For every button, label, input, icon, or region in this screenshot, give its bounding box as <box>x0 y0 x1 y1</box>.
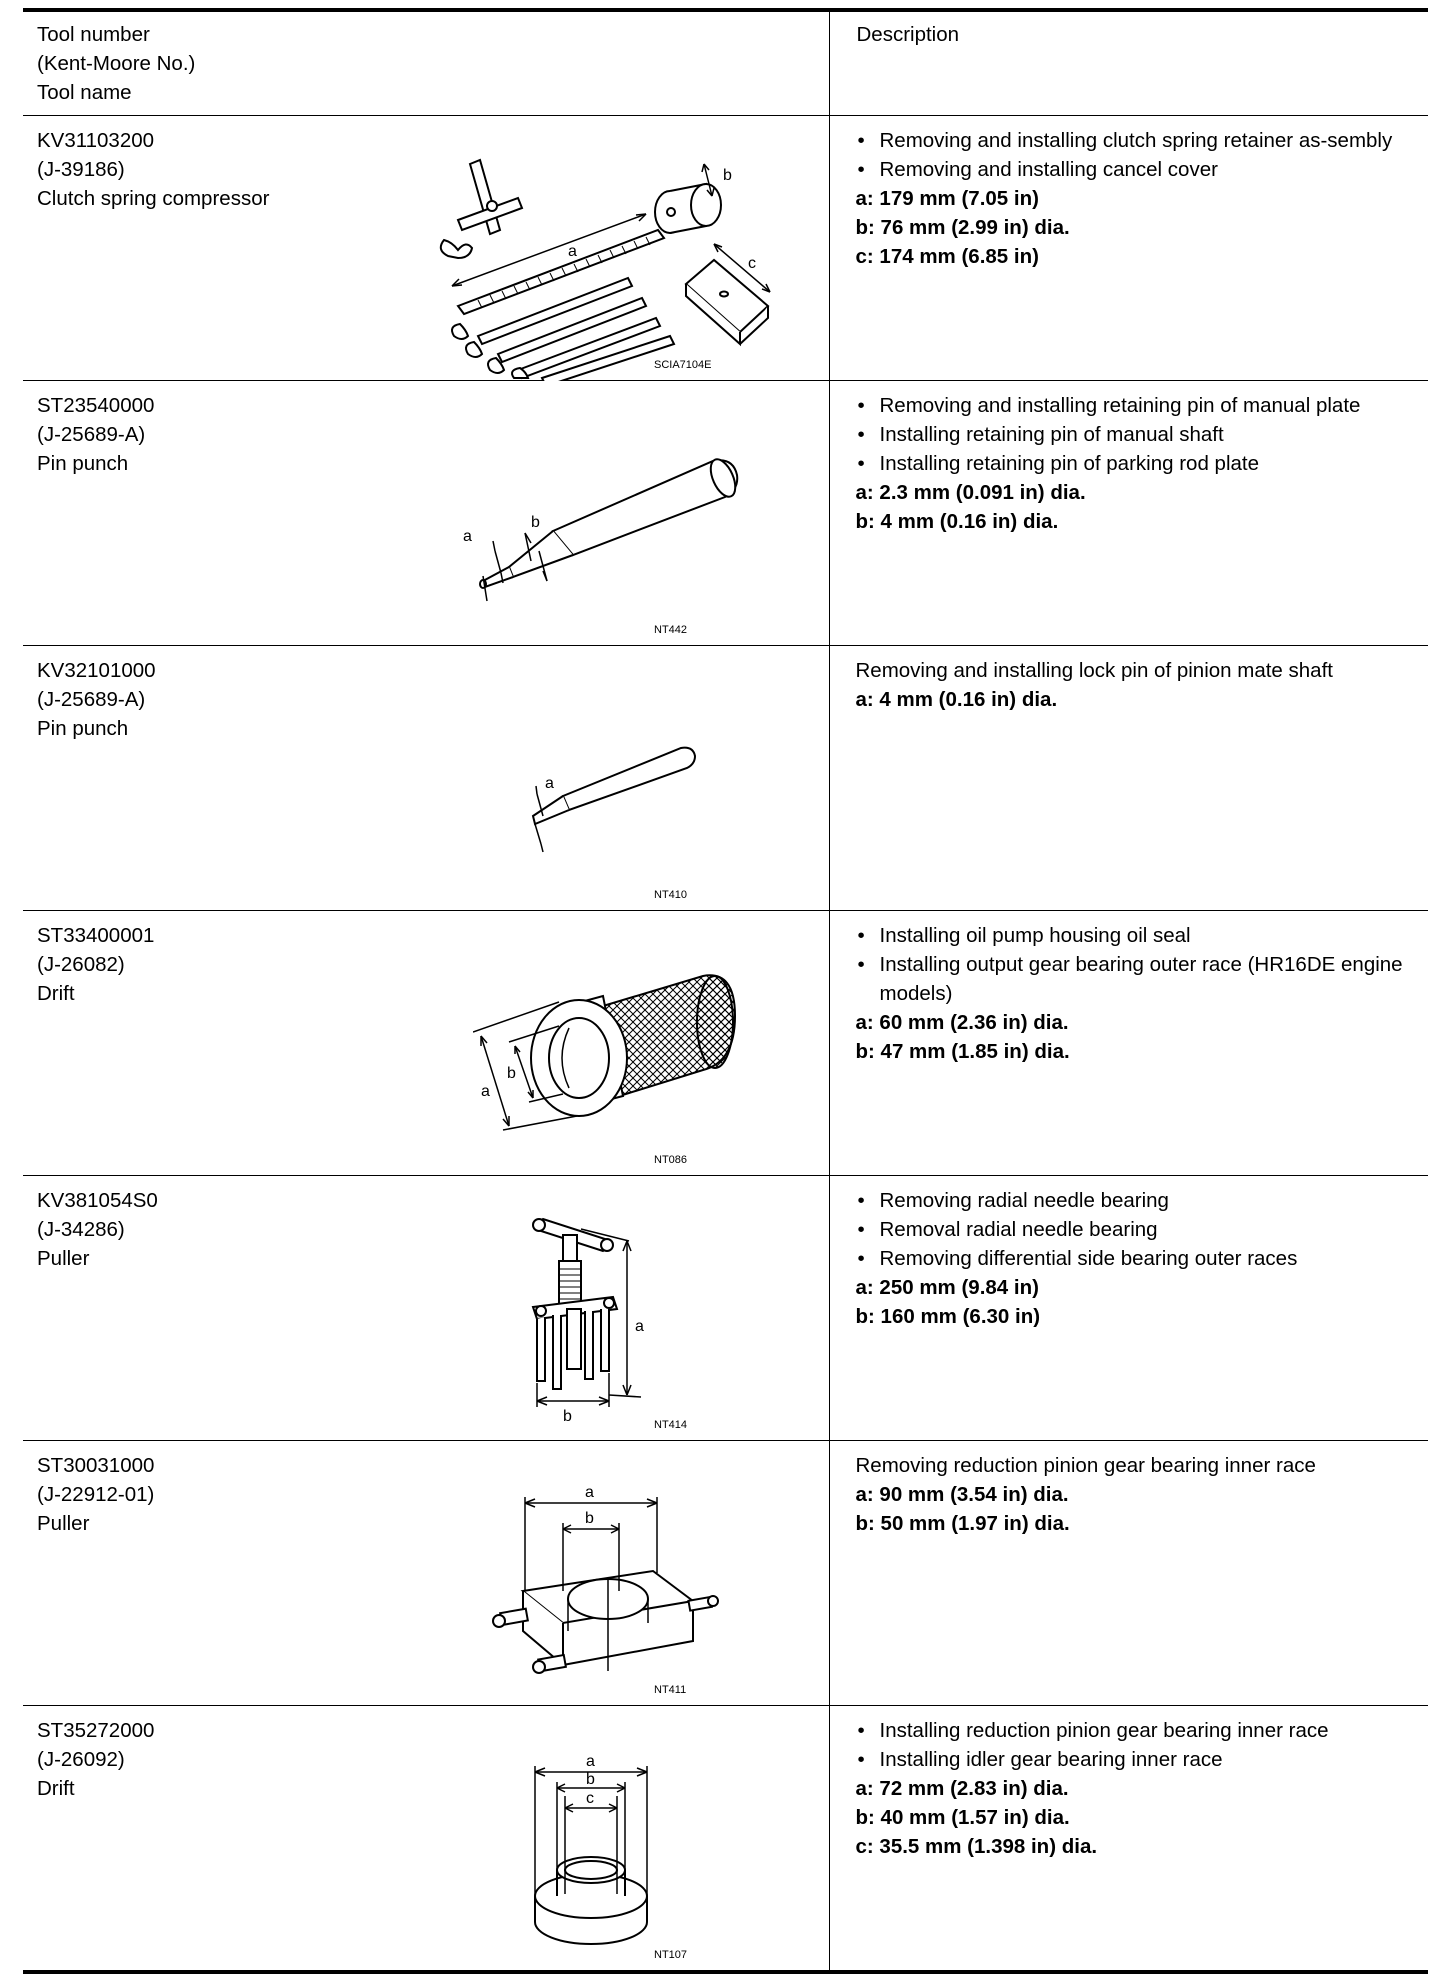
kent-moore-number: (J-22912-01) <box>37 1483 155 1506</box>
header-kent-moore: (Kent-Moore No.) <box>37 52 196 75</box>
dimension-label-b: b <box>723 167 732 184</box>
tool-name: Pin punch <box>37 452 129 475</box>
pin-punch-illustration <box>503 726 723 866</box>
table-row <box>23 1706 1428 1973</box>
table-row <box>23 1176 1428 1441</box>
dimension-spec: b: 4 mm (0.16 in) dia. <box>855 510 1059 533</box>
dimension-spec: a: 72 mm (2.83 in) dia. <box>855 1777 1069 1800</box>
description-cell <box>829 1441 1428 1706</box>
dimension-spec: b: 50 mm (1.97 in) dia. <box>855 1512 1070 1535</box>
dimension-spec: b: 76 mm (2.99 in) dia. <box>855 216 1070 239</box>
description-text: Removing reduction pinion gear bearing inner race <box>855 1454 1316 1477</box>
dimension-spec: a: 179 mm (7.05 in) <box>855 187 1039 210</box>
header-tool-column <box>23 10 829 116</box>
table-row <box>23 116 1428 381</box>
figure-code: NT086 <box>654 1154 688 1166</box>
tool-number: ST35272000 <box>37 1719 155 1742</box>
tools-table <box>23 8 1428 1974</box>
tool-number: KV31103200 <box>37 129 155 152</box>
dimension-label-a: a <box>635 1318 644 1335</box>
description-text: Removing and installing lock pin of pinion mate shaft <box>855 659 1333 682</box>
dimension-label-b: b <box>507 1065 516 1082</box>
dimension-label-b: b <box>531 514 540 531</box>
kent-moore-number: (J-26092) <box>37 1748 125 1771</box>
description-cell <box>829 911 1428 1176</box>
puller-illustration <box>523 1211 703 1436</box>
dimension-label-a: a <box>481 1083 490 1100</box>
description-bullet: • Installing output gear bearing outer race (HR16DE engine models) <box>856 950 1423 1008</box>
dimension-spec: c: 35.5 mm (1.398 in) dia. <box>855 1835 1098 1858</box>
header-tool-number: Tool number <box>37 23 150 46</box>
special-service-tools-sheet <box>23 8 1428 1974</box>
figure-code: NT414 <box>654 1419 688 1431</box>
description-cell <box>829 1176 1428 1441</box>
dimension-label-b: b <box>586 1771 595 1788</box>
tool-name: Puller <box>37 1247 90 1270</box>
tool-name: Puller <box>37 1512 90 1535</box>
kent-moore-number: (J-34286) <box>37 1218 125 1241</box>
dimension-spec: b: 47 mm (1.85 in) dia. <box>855 1040 1070 1063</box>
table-header-row <box>23 10 1428 116</box>
dimension-spec: a: 4 mm (0.16 in) dia. <box>855 688 1058 711</box>
tool-name: Pin punch <box>37 717 129 740</box>
kent-moore-number: (J-26082) <box>37 953 125 976</box>
clutch-spring-compressor-illustration <box>418 156 798 381</box>
tool-name: Drift <box>37 1777 75 1800</box>
header-tool-name: Tool name <box>37 81 132 104</box>
description-cell <box>829 381 1428 646</box>
dimension-label-c: c <box>586 1790 594 1807</box>
figure-code: NT107 <box>654 1949 688 1961</box>
tool-cell <box>23 1441 829 1706</box>
figure-code: NT442 <box>654 624 688 636</box>
figure-code: SCIA7104E <box>654 359 712 371</box>
header-description: Description <box>856 23 960 46</box>
description-bullet: • Removing and installing retaining pin of manual plate <box>856 391 1423 420</box>
table-row <box>23 1441 1428 1706</box>
tool-cell <box>23 1706 829 1973</box>
tool-cell <box>23 381 829 646</box>
dimension-spec: a: 2.3 mm (0.091 in) dia. <box>855 481 1086 504</box>
dimension-label-b: b <box>585 1510 594 1527</box>
dimension-label-a: a <box>585 1484 594 1501</box>
tool-name: Clutch spring compressor <box>37 187 270 210</box>
dimension-label-a: a <box>586 1753 595 1770</box>
bearing-puller-illustration <box>483 1481 733 1691</box>
tool-number: ST33400001 <box>37 924 155 947</box>
dimension-spec: a: 60 mm (2.36 in) dia. <box>855 1011 1069 1034</box>
table-row <box>23 381 1428 646</box>
tool-cell <box>23 911 829 1176</box>
drift-illustration <box>473 966 753 1156</box>
dimension-label-a: a <box>545 775 554 792</box>
description-cell <box>829 646 1428 911</box>
dimension-spec: a: 90 mm (3.54 in) dia. <box>855 1483 1069 1506</box>
kent-moore-number: (J-25689-A) <box>37 688 146 711</box>
tool-cell <box>23 116 829 381</box>
header-description-column <box>829 10 1428 116</box>
figure-code: NT410 <box>654 889 688 901</box>
description-bullet: • Removing differential side bearing outer races <box>856 1244 1423 1273</box>
description-bullet: • Removing and installing clutch spring retainer as-sembly <box>856 126 1423 155</box>
description-bullet: • Installing retaining pin of manual shaft <box>856 420 1423 449</box>
table-row <box>23 646 1428 911</box>
tool-number: KV381054S0 <box>37 1189 158 1212</box>
dimension-label-a: a <box>568 243 577 260</box>
dimension-label-c: c <box>748 255 756 272</box>
kent-moore-number: (J-25689-A) <box>37 423 146 446</box>
tool-name: Drift <box>37 982 75 1005</box>
table-row <box>23 911 1428 1176</box>
description-bullet: • Installing oil pump housing oil seal <box>856 921 1423 950</box>
description-bullet: • Removing radial needle bearing <box>856 1186 1423 1215</box>
tool-cell <box>23 646 829 911</box>
description-bullet: • Removing and installing cancel cover <box>856 155 1423 184</box>
kent-moore-number: (J-39186) <box>37 158 125 181</box>
tool-number: ST30031000 <box>37 1454 155 1477</box>
dimension-label-a: a <box>463 528 472 545</box>
tool-number: KV32101000 <box>37 659 156 682</box>
dimension-label-b: b <box>563 1408 572 1425</box>
dimension-spec: c: 174 mm (6.85 in) <box>855 245 1039 268</box>
description-bullet: • Installing idler gear bearing inner race <box>856 1745 1423 1774</box>
dimension-spec: b: 160 mm (6.30 in) <box>855 1305 1041 1328</box>
description-cell <box>829 116 1428 381</box>
description-bullet: • Installing reduction pinion gear bearing inner race <box>856 1716 1423 1745</box>
description-cell <box>829 1706 1428 1973</box>
drift-ring-illustration <box>523 1746 683 1956</box>
description-bullet: • Removal radial needle bearing <box>856 1215 1423 1244</box>
figure-code: NT411 <box>654 1684 687 1696</box>
description-bullet: • Installing retaining pin of parking rod plate <box>856 449 1423 478</box>
pin-punch-illustration <box>443 441 763 621</box>
tool-number: ST23540000 <box>37 394 155 417</box>
dimension-spec: b: 40 mm (1.57 in) dia. <box>855 1806 1070 1829</box>
dimension-spec: a: 250 mm (9.84 in) <box>855 1276 1039 1299</box>
tool-cell <box>23 1176 829 1441</box>
